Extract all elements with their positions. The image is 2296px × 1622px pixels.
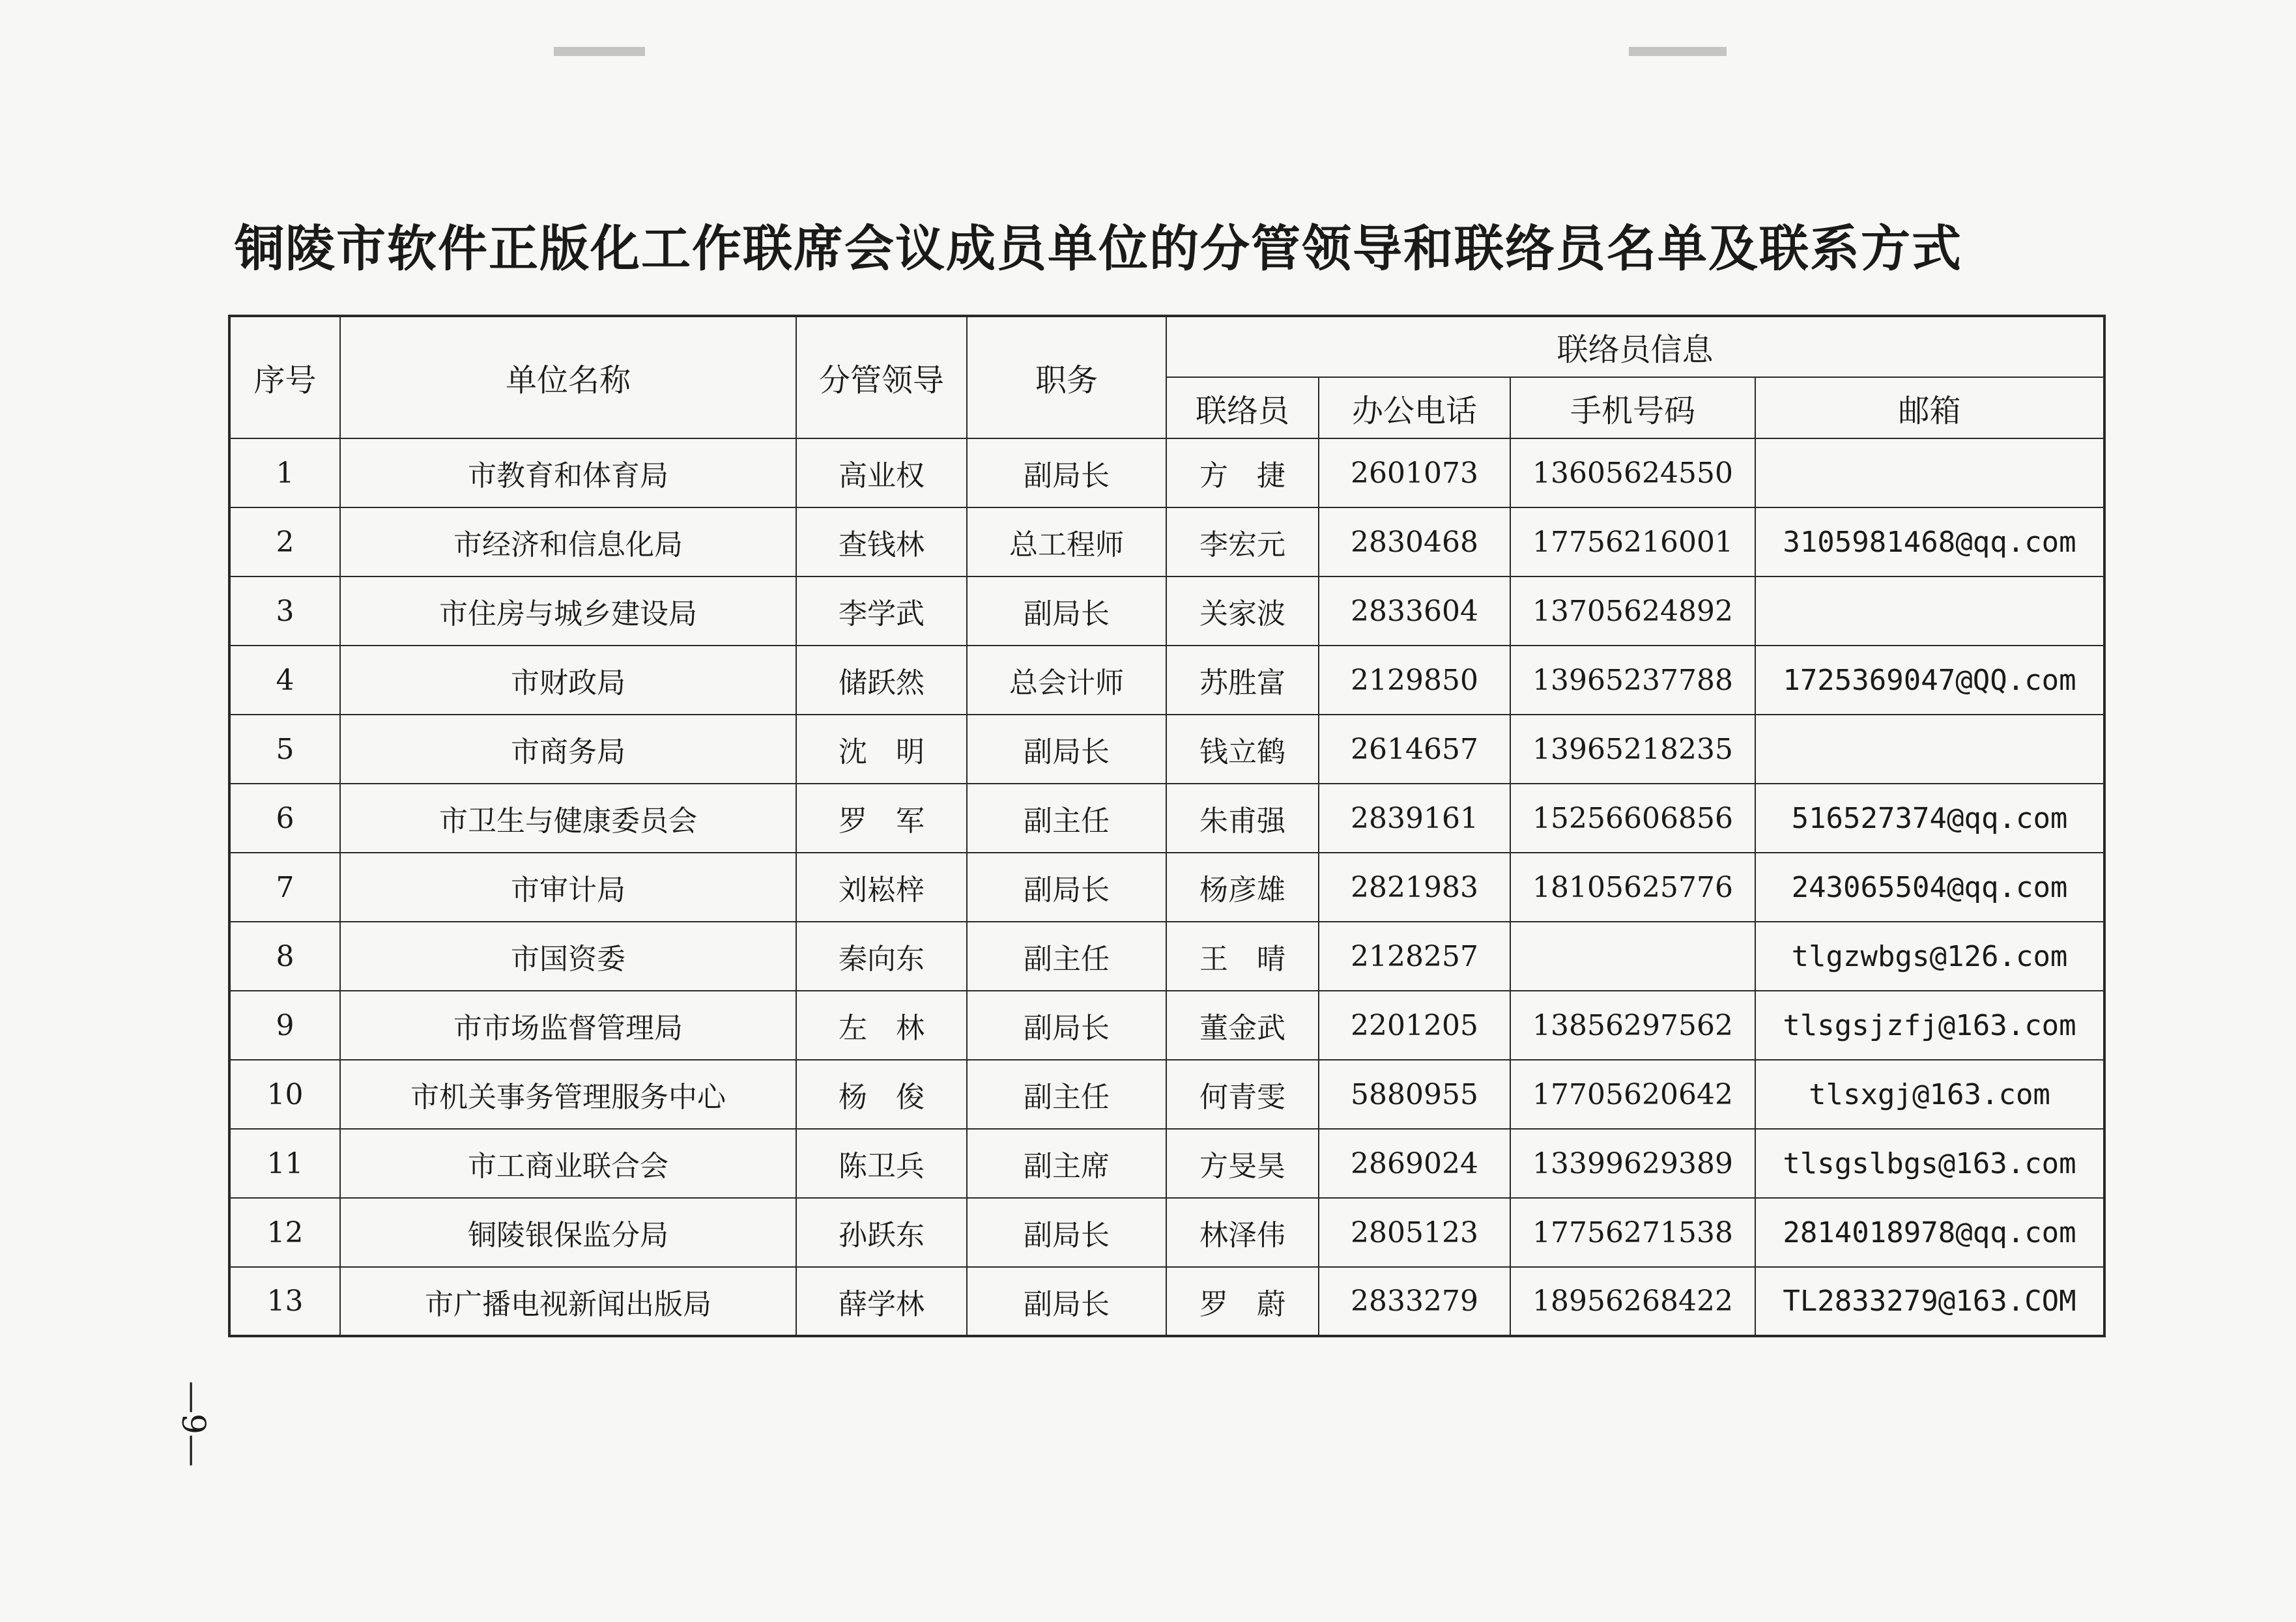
cell-mobile: 13856297562 — [1510, 991, 1755, 1060]
cell-email: 1725369047@QQ.com — [1755, 646, 2104, 715]
cell-email: tlsxgj@163.com — [1755, 1060, 2104, 1129]
cell-leader: 李学武 — [796, 576, 967, 646]
cell-position: 副主任 — [967, 784, 1166, 853]
cell-office-phone: 2833604 — [1319, 576, 1510, 646]
cell-office-phone: 2830468 — [1319, 507, 1510, 576]
cell-contact-person: 方 捷 — [1166, 438, 1319, 507]
cell-position: 总工程师 — [967, 507, 1166, 576]
table-body — [229, 438, 2104, 1336]
cell-contact-person: 钱立鹤 — [1166, 715, 1319, 784]
table-row — [229, 507, 2104, 576]
cell-position: 副主任 — [967, 1060, 1166, 1129]
cell-email — [1755, 715, 2104, 784]
cell-unit-name: 市市场监督管理局 — [340, 991, 796, 1060]
cell-index: 1 — [229, 438, 340, 507]
header-leader: 分管领导 — [796, 316, 967, 438]
cell-unit-name: 市广播电视新闻出版局 — [340, 1267, 796, 1336]
cell-office-phone: 2805123 — [1319, 1198, 1510, 1267]
cell-position: 副局长 — [967, 438, 1166, 507]
header-row — [229, 316, 2104, 377]
cell-position: 副局长 — [967, 715, 1166, 784]
cell-mobile: 18956268422 — [1510, 1267, 1755, 1336]
table-row — [229, 1198, 2104, 1267]
cell-mobile: 13965218235 — [1510, 715, 1755, 784]
cell-position: 副局长 — [967, 853, 1166, 922]
cell-mobile: 13705624892 — [1510, 576, 1755, 646]
cell-leader: 储跃然 — [796, 646, 967, 715]
table-row — [229, 576, 2104, 646]
cell-contact-person: 方旻昊 — [1166, 1129, 1319, 1198]
cell-unit-name: 市卫生与健康委员会 — [340, 784, 796, 853]
cell-contact-person: 朱甫强 — [1166, 784, 1319, 853]
table-row — [229, 1060, 2104, 1129]
cell-office-phone: 2601073 — [1319, 438, 1510, 507]
cell-index: 3 — [229, 576, 340, 646]
cell-mobile: 17756216001 — [1510, 507, 1755, 576]
cell-mobile: 13399629389 — [1510, 1129, 1755, 1198]
cell-email — [1755, 576, 2104, 646]
header-mobile: 手机号码 — [1510, 377, 1755, 438]
cell-contact-person: 苏胜富 — [1166, 646, 1319, 715]
cell-office-phone: 2821983 — [1319, 853, 1510, 922]
cell-unit-name: 市商务局 — [340, 715, 796, 784]
cell-position: 总会计师 — [967, 646, 1166, 715]
table-row — [229, 438, 2104, 507]
cell-index: 4 — [229, 646, 340, 715]
cell-position: 副局长 — [967, 991, 1166, 1060]
cell-contact-person: 李宏元 — [1166, 507, 1319, 576]
cell-email: tlsgslbgs@163.com — [1755, 1129, 2104, 1198]
cell-mobile: 15256606856 — [1510, 784, 1755, 853]
contacts-table — [228, 315, 2106, 1337]
cell-index: 7 — [229, 853, 340, 922]
header-index: 序号 — [229, 316, 340, 438]
cell-email: 3105981468@qq.com — [1755, 507, 2104, 576]
cell-office-phone: 2129850 — [1319, 646, 1510, 715]
cell-office-phone: 2839161 — [1319, 784, 1510, 853]
scan-artifact-right — [1629, 47, 1727, 56]
cell-index: 8 — [229, 922, 340, 991]
cell-office-phone: 2201205 — [1319, 991, 1510, 1060]
header-contact-group: 联络员信息 — [1166, 316, 2104, 377]
cell-unit-name: 市国资委 — [340, 922, 796, 991]
cell-index: 6 — [229, 784, 340, 853]
cell-email — [1755, 438, 2104, 507]
table-row — [229, 1129, 2104, 1198]
table-row — [229, 646, 2104, 715]
table-row — [229, 1267, 2104, 1336]
cell-index: 10 — [229, 1060, 340, 1129]
table-row — [229, 922, 2104, 991]
cell-index: 2 — [229, 507, 340, 576]
cell-email: TL2833279@163.COM — [1755, 1267, 2104, 1336]
cell-email: 2814018978@qq.com — [1755, 1198, 2104, 1267]
cell-contact-person: 罗 蔚 — [1166, 1267, 1319, 1336]
cell-index: 9 — [229, 991, 340, 1060]
cell-leader: 查钱林 — [796, 507, 967, 576]
cell-leader: 高业权 — [796, 438, 967, 507]
cell-leader: 薛学林 — [796, 1267, 967, 1336]
cell-position: 副主任 — [967, 922, 1166, 991]
cell-unit-name: 铜陵银保监分局 — [340, 1198, 796, 1267]
cell-unit-name: 市教育和体育局 — [340, 438, 796, 507]
cell-contact-person: 杨彦雄 — [1166, 853, 1319, 922]
cell-email: tlsgsjzfj@163.com — [1755, 991, 2104, 1060]
cell-position: 副主席 — [967, 1129, 1166, 1198]
cell-office-phone: 2833279 — [1319, 1267, 1510, 1336]
cell-position: 副局长 — [967, 1267, 1166, 1336]
cell-office-phone: 2128257 — [1319, 922, 1510, 991]
cell-unit-name: 市住房与城乡建设局 — [340, 576, 796, 646]
header-title: 职务 — [967, 316, 1166, 438]
cell-leader: 杨 俊 — [796, 1060, 967, 1129]
cell-mobile: 17756271538 — [1510, 1198, 1755, 1267]
table-row — [229, 991, 2104, 1060]
cell-leader: 刘崧梓 — [796, 853, 967, 922]
cell-leader: 秦向东 — [796, 922, 967, 991]
cell-email: 516527374@qq.com — [1755, 784, 2104, 853]
cell-email: 243065504@qq.com — [1755, 853, 2104, 922]
cell-mobile: 13965237788 — [1510, 646, 1755, 715]
cell-mobile: 18105625776 — [1510, 853, 1755, 922]
cell-unit-name: 市经济和信息化局 — [340, 507, 796, 576]
cell-leader: 左 林 — [796, 991, 967, 1060]
cell-office-phone: 2614657 — [1319, 715, 1510, 784]
cell-office-phone: 5880955 — [1319, 1060, 1510, 1129]
table-row — [229, 715, 2104, 784]
cell-leader: 罗 军 — [796, 784, 967, 853]
cell-index: 11 — [229, 1129, 340, 1198]
cell-position: 副局长 — [967, 1198, 1166, 1267]
cell-mobile: 13605624550 — [1510, 438, 1755, 507]
cell-email: tlgzwbgs@126.com — [1755, 922, 2104, 991]
table-row — [229, 853, 2104, 922]
cell-office-phone: 2869024 — [1319, 1129, 1510, 1198]
cell-unit-name: 市工商业联合会 — [340, 1129, 796, 1198]
cell-mobile: 17705620642 — [1510, 1060, 1755, 1129]
cell-contact-person: 关家波 — [1166, 576, 1319, 646]
cell-contact-person: 何青雯 — [1166, 1060, 1319, 1129]
scan-artifact-left — [554, 47, 645, 56]
table-row — [229, 784, 2104, 853]
cell-leader: 沈 明 — [796, 715, 967, 784]
cell-unit-name: 市财政局 — [340, 646, 796, 715]
cell-index: 5 — [229, 715, 340, 784]
cell-index: 13 — [229, 1267, 340, 1336]
header-office-phone: 办公电话 — [1319, 377, 1510, 438]
page-title: 铜陵市软件正版化工作联席会议成员单位的分管领导和联络员名单及联系方式 — [235, 220, 1962, 277]
header-contact: 联络员 — [1166, 377, 1319, 438]
cell-mobile — [1510, 922, 1755, 991]
cell-contact-person: 王 晴 — [1166, 922, 1319, 991]
cell-contact-person: 林泽伟 — [1166, 1198, 1319, 1267]
header-unit: 单位名称 — [340, 316, 796, 438]
cell-leader: 孙跃东 — [796, 1198, 967, 1267]
cell-position: 副局长 — [967, 576, 1166, 646]
header-email: 邮箱 — [1755, 377, 2104, 438]
cell-contact-person: 董金武 — [1166, 991, 1319, 1060]
cell-unit-name: 市审计局 — [340, 853, 796, 922]
cell-unit-name: 市机关事务管理服务中心 — [340, 1060, 796, 1129]
cell-leader: 陈卫兵 — [796, 1129, 967, 1198]
page-number: —9— — [175, 1381, 212, 1467]
cell-index: 12 — [229, 1198, 340, 1267]
